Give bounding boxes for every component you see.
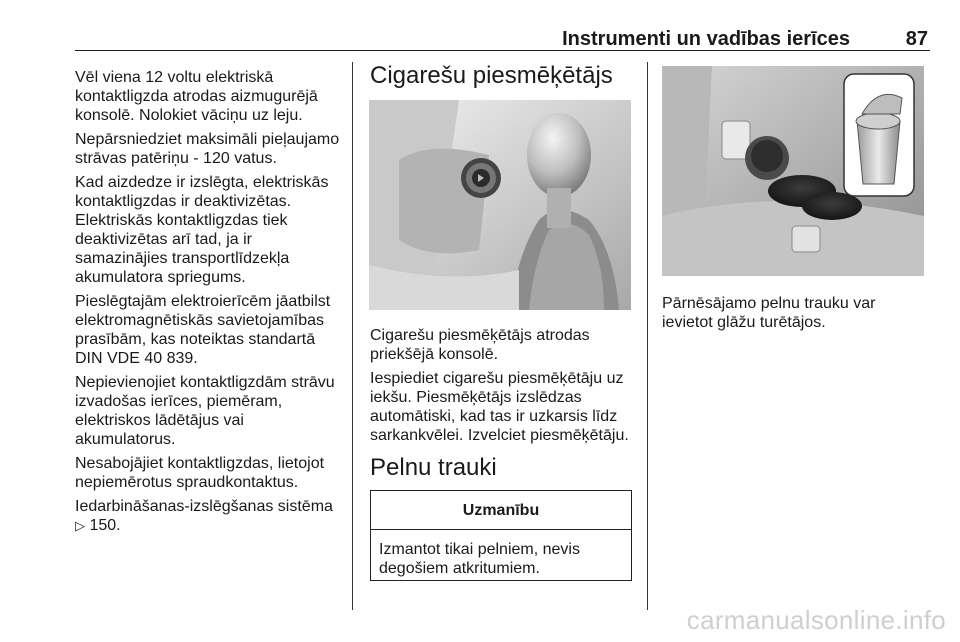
cross-reference[interactable] [75,497,343,535]
warning-title: Uzmanību [371,491,631,530]
chapter-title: Instrumenti un vadības ierīces [562,28,850,50]
warning-text: Izmantot tikai pelniem, nevis degošiem atkritumiem. [379,541,580,577]
page-header [75,22,930,50]
watermark: carmanualsonline.info [686,605,946,635]
paragraph: Cigarešu piesmēķētājs atrodas priekšējā konsolē. [370,327,590,363]
arrow-triangle-icon: ▷ [75,518,85,533]
middle-column [370,62,635,89]
left-column [75,68,343,535]
paragraph: Iespiediet cigarešu piesmēķētāju uz iekšu. Piesmēķētājs izslēdzas automātiski, kad tas ir uzkarsis līdz sarkankvēlei. Izvelciet piesmēķētāju. [370,370,629,444]
paragraph: Nesabojājiet kontaktligzdas, lietojot nepiemērotus spraudkontaktus. [75,455,325,491]
cigarette-lighter-photo [369,100,631,310]
cross-reference-label: Iedarbināšanas-izslēgšanas sistēma [75,498,333,515]
column-divider-left [352,62,353,610]
right-column [662,294,924,337]
paragraph: Kad aizdedze ir izslēgta, elektriskās kontaktligzdas ir deaktivizētas. Elektriskās kontaktligzdas tiek deaktivizētas arī tad, ja ir samazinājies transportlīdzekļa akumulatora spriegums. [75,174,329,286]
column-divider-right [647,62,648,610]
ashtray-photo [662,66,924,276]
header-rule [75,50,930,51]
page-number: 87 [905,28,928,50]
warning-box [370,490,632,581]
paragraph: Pārnēsājamo pelnu trauku var ievietot glāžu turētājos. [662,295,876,331]
cross-reference-page: 150. [89,517,121,534]
section-heading-lighter: Cigarešu piesmēķētājs [370,62,613,89]
paragraph: Nepievienojiet kontaktligzdām strāvu izvadošas ierīces, piemēram, elektriskos lādētājus vai akumulatorus. [75,374,335,448]
section-heading-ashtray: Pelnu trauki [370,454,497,481]
middle-column-heading2 [370,454,635,481]
paragraph: Pieslēgtajām elektroierīcēm jāatbilst elektromagnētiskās savietojamības prasībām, kas noteiktas standartā DIN VDE 40 839. [75,293,331,367]
middle-column-text [370,326,635,450]
paragraph: Vēl viena 12 voltu elektriskā kontaktligzda atrodas aizmugurējā konsolē. Nolokiet vāciņu uz leju. [75,69,318,124]
paragraph: Nepārsniedziet maksimāli pieļaujamo strāvas patēriņu - 120 vatus. [75,131,340,167]
